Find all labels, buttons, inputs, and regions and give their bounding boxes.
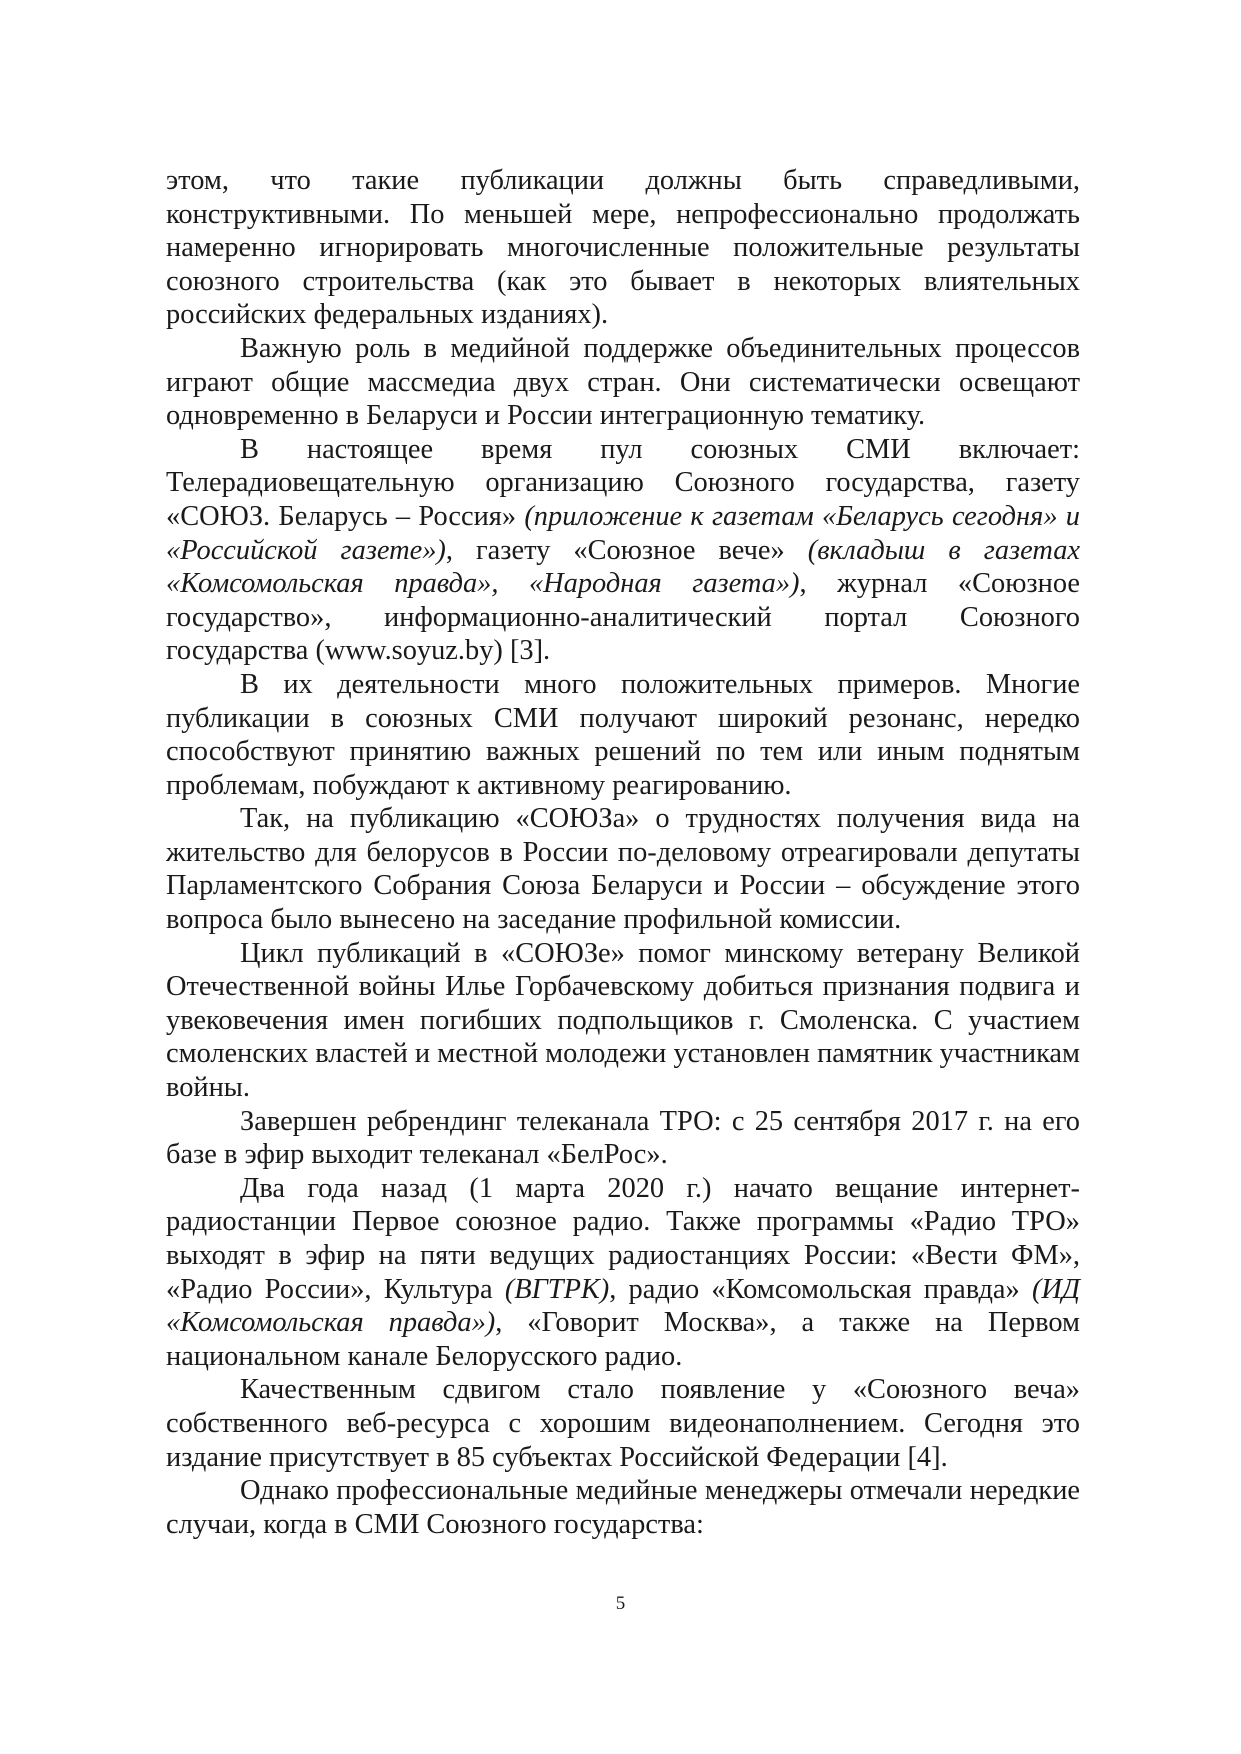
text-segment: , «Говорит Москва», а также на Первом национальном канале Белорусского радио. — [166, 1307, 1080, 1372]
paragraph-10 — [166, 1474, 1080, 1541]
paragraph-9 — [166, 1373, 1080, 1474]
text-segment: Однако профессиональные медийные менеджеры отмечали нередкие случаи, когда в СМИ Союзного государства: — [166, 1475, 1080, 1540]
text-segment: , газету «Союзное вече» — [445, 534, 808, 566]
italic-segment: (ИД «Комсомольская правда») — [166, 1273, 1080, 1339]
text-segment: этом, что такие публикации должны быть справедливыми, конструктивными. По меньшей мере, непрофессионально продолжать намеренно игнорировать многочисленные положительные результаты союзного строительства (как это бывает в некоторых влиятельных российских федеральных изданиях). — [166, 165, 1080, 331]
text-segment: В настоящее время пул союзных СМИ включает: Телерадиовещательную организацию Союзного государства, газету «СОЮЗ. Беларусь – Россия» — [166, 433, 1080, 532]
text-segment: Важную роль в медийной поддержке объединительных процессов играют общие массмедиа двух стран. Они систематически освещают одновременно в Беларуси и России интеграционную тематику. — [166, 332, 1080, 432]
text-segment: Завершен ребрендинг телеканала ТРО: с 25 сентября 2017 г. на его базе в эфир выходит телеканал «БелРос». — [166, 1105, 1080, 1171]
text-segment: Так, на публикацию «СОЮЗа» о трудностях получения вида на жительство для белорусов в России по-деловому отреагировали депутаты Парламентского Собрания Союза Беларуси и России – обсуждение этого вопроса было вынесено на заседание профильной комиссии. — [166, 803, 1080, 936]
paragraph-8 — [166, 1172, 1080, 1374]
text-segment: , радио «Комсомольская правда» — [609, 1273, 1032, 1305]
text-segment: Качественным сдвигом стало появление у «Союзного веча» собственного веб-ресурса с хорошим видеонаполнением. Сегодня это издание присутствует в 85 субъектах Российской Федерации [4]. — [166, 1374, 1080, 1473]
paragraph-6 — [166, 937, 1080, 1105]
paragraph-1 — [166, 164, 1080, 332]
paragraph-3 — [166, 433, 1080, 668]
paragraph-4 — [166, 668, 1080, 802]
paragraph-2 — [166, 332, 1080, 433]
text-segment: , журнал «Союзное государство», информационно-аналитический портал Союзного государства (www.soyuz.by) [3]. — [166, 568, 1080, 667]
italic-segment: (приложение к газетам «Беларусь сегодня» и «Российской газете») — [166, 500, 1080, 566]
italic-segment: (вкладыш в газетах «Комсомольская правда», «Народная газета») — [166, 534, 1081, 600]
text-segment: Два года назад (1 марта 2020 г.) начато вещание интернет-радиостанции Первое союзное радио. Также программы «Радио ТРО» выходят в эфир на пяти ведущих радиостанциях России: «Вести ФМ», «Радио России», Культура — [166, 1172, 1080, 1305]
page-number: 5 — [615, 1593, 626, 1614]
text-segment: Цикл публикаций в «СОЮЗе» помог минскому ветерану Великой Отечественной войны Илье Горбачевскому добиться признания подвига и увековечения имен погибших подпольщиков г. Смоленска. С участием смоленских властей и местной молодежи установлен памятник участникам войны. — [166, 937, 1081, 1104]
paragraph-5 — [166, 802, 1080, 936]
italic-segment: (ВГТРК) — [504, 1273, 610, 1305]
document-body — [166, 164, 1080, 1541]
text-segment: В их деятельности много положительных примеров. Многие публикации в союзных СМИ получают широкий резонанс, нередко способствуют принятию важных решений по тем или иным поднятым проблемам, побуждают к активному реагированию. — [166, 668, 1080, 801]
paragraph-7 — [166, 1105, 1080, 1172]
